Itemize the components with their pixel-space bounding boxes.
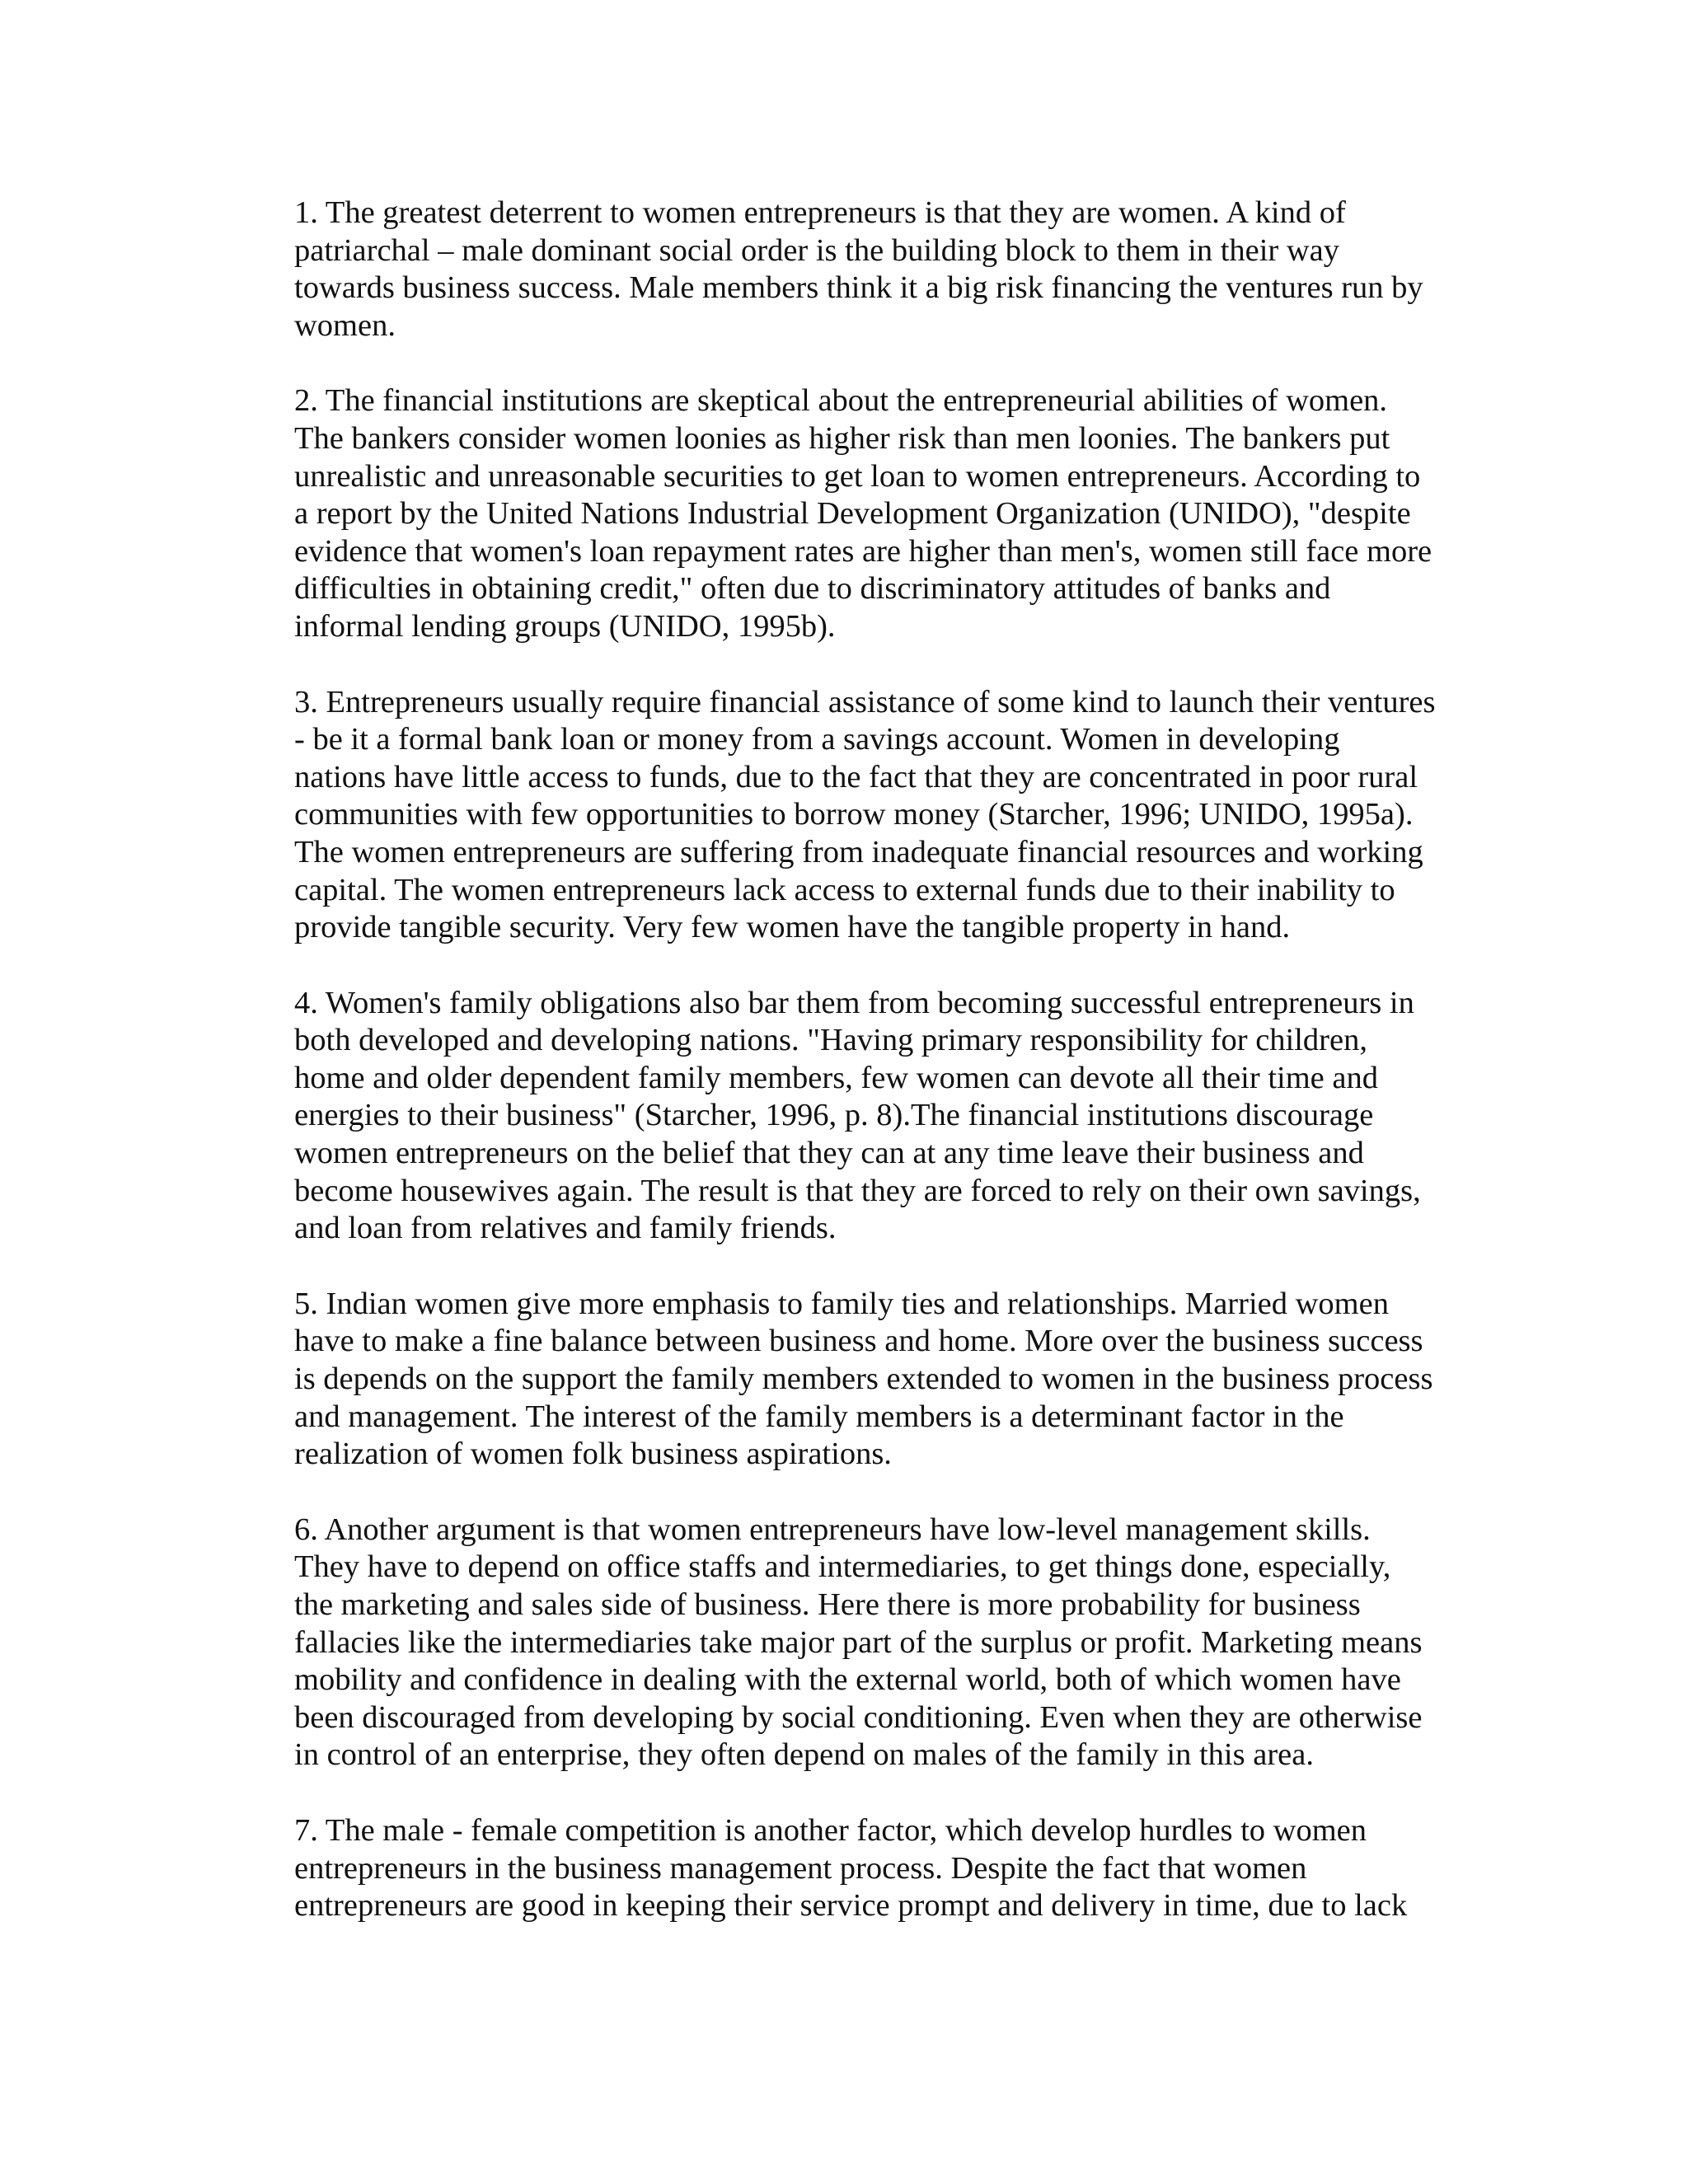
paragraph-line: in control of an enterprise, they often depend on males of the family in this area. xyxy=(294,1737,1314,1773)
paragraph-line: become housewives again. The result is that they are forced to rely on their own savings, xyxy=(294,1173,1421,1208)
paragraph-line: and loan from relatives and family friends. xyxy=(294,1211,837,1246)
paragraph-line: 4. Women's family obligations also bar them from becoming successful entrepreneurs in xyxy=(294,985,1414,1020)
paragraph-line: provide tangible security. Very few women have the tangible property in hand. xyxy=(294,910,1291,945)
paragraph-line: towards business success. Male members think it a big risk financing the ventures run by xyxy=(294,270,1423,306)
paragraph-line: energies to their business" (Starcher, 1996, p. 8).The financial institutions discourage xyxy=(294,1098,1374,1133)
paragraph-line: 7. The male - female competition is another factor, which develop hurdles to women xyxy=(294,1812,1367,1848)
paragraph-line: unrealistic and unreasonable securities to get loan to women entrepreneurs. According to xyxy=(294,458,1421,494)
paragraph-5 xyxy=(294,1286,1489,1474)
document-body xyxy=(294,194,1489,1963)
paragraph-line: a report by the United Nations Industrial Development Organization (UNIDO), "despite xyxy=(294,496,1411,532)
paragraph-line: women entrepreneurs on the belief that they can at any time leave their business and xyxy=(294,1136,1364,1171)
paragraph-line: 3. Entrepreneurs usually require financial assistance of some kind to launch their ventures xyxy=(294,684,1436,719)
paragraph-line: been discouraged from developing by social conditioning. Even when they are otherwise xyxy=(294,1699,1423,1735)
paragraph-line: both developed and developing nations. "Having primary responsibility for children, xyxy=(294,1023,1367,1058)
paragraph-line: capital. The women entrepreneurs lack access to external funds due to their inability to xyxy=(294,872,1395,907)
paragraph-line: the marketing and sales side of business. Here there is more probability for business xyxy=(294,1587,1361,1622)
paragraph-3 xyxy=(294,684,1489,947)
paragraph-2 xyxy=(294,382,1489,645)
paragraph-line: entrepreneurs are good in keeping their service prompt and delivery in time, due to lack xyxy=(294,1888,1408,1924)
paragraph-line: difficulties in obtaining credit," often due to discriminatory attitudes of banks and xyxy=(294,571,1331,607)
paragraph-line: 6. Another argument is that women entrepreneurs have low-level management skills. xyxy=(294,1511,1371,1547)
paragraph-line: 1. The greatest deterrent to women entrepreneurs is that they are women. A kind of xyxy=(294,195,1346,230)
paragraph-line: communities with few opportunities to borrow money (Starcher, 1996; UNIDO, 1995a). xyxy=(294,797,1414,832)
paragraph-line: fallacies like the intermediaries take major part of the surplus or profit. Marketing means xyxy=(294,1624,1423,1660)
paragraph-line: informal lending groups (UNIDO, 1995b). xyxy=(294,608,836,644)
paragraph-line: entrepreneurs in the business management process. Despite the fact that women xyxy=(294,1850,1307,1886)
paragraph-line: The bankers consider women loonies as higher risk than men loonies. The bankers put xyxy=(294,420,1390,456)
paragraph-line: and management. The interest of the family members is a determinant factor in the xyxy=(294,1399,1344,1434)
paragraph-line: evidence that women's loan repayment rates are higher than men's, women still face more xyxy=(294,533,1432,569)
paragraph-line: women. xyxy=(294,307,396,343)
paragraph-line: They have to depend on office staffs and intermediaries, to get things done, especially, xyxy=(294,1549,1391,1585)
paragraph-line: The women entrepreneurs are suffering from inadequate financial resources and working xyxy=(294,834,1423,869)
paragraph-1 xyxy=(294,194,1489,344)
paragraph-line: 5. Indian women give more emphasis to family ties and relationships. Married women xyxy=(294,1286,1389,1321)
paragraph-line: is depends on the support the family members extended to women in the business process xyxy=(294,1361,1433,1397)
paragraph-line: nations have little access to funds, due to the fact that they are concentrated in poor rural xyxy=(294,759,1418,794)
paragraph-line: - be it a formal bank loan or money from a savings account. Women in developing xyxy=(294,722,1340,757)
paragraph-line: realization of women folk business aspirations. xyxy=(294,1436,892,1472)
paragraph-7 xyxy=(294,1812,1489,1925)
paragraph-line: patriarchal – male dominant social order is the building block to them in their way xyxy=(294,232,1340,268)
paragraph-line: home and older dependent family members, few women can devote all their time and xyxy=(294,1060,1378,1095)
paragraph-line: mobility and confidence in dealing with the external world, both of which women have xyxy=(294,1662,1401,1698)
paragraph-6 xyxy=(294,1511,1489,1774)
paragraph-line: 2. The financial institutions are skeptical about the entrepreneurial abilities of women. xyxy=(294,383,1388,419)
paragraph-4 xyxy=(294,985,1489,1248)
paragraph-line: have to make a fine balance between business and home. More over the business success xyxy=(294,1324,1423,1359)
